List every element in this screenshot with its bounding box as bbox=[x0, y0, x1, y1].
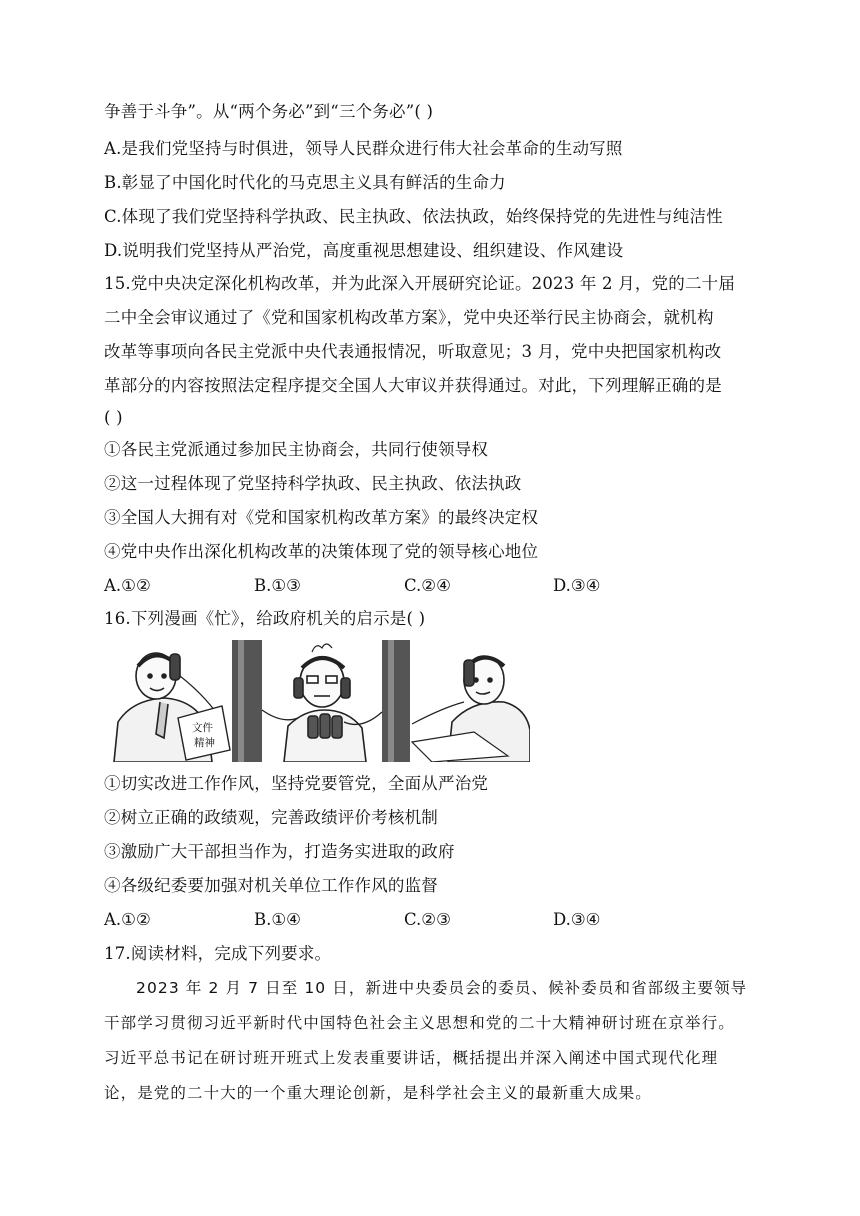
cartoon-right-official bbox=[412, 656, 530, 762]
q15-stem-line-5: ( ) bbox=[104, 408, 123, 427]
cartoon-middle-official bbox=[262, 644, 382, 762]
q15-stem-line-1: 15.党中央决定深化机构改革，并为此深入开展研究论证。2023 年 2 月，党的二十届 bbox=[104, 274, 736, 293]
q15-choice-d: D.③④ bbox=[553, 576, 601, 595]
q14-option-b: B.彰显了中国化时代化的马克思主义具有鲜活的生命力 bbox=[104, 173, 506, 192]
q15-choice-a: A.①② bbox=[104, 576, 151, 595]
q15-item-3: ③全国人大拥有对《党和国家机构改革方案》的最终决定权 bbox=[104, 508, 539, 527]
q17-material-line-2: 干部学习贯彻习近平新时代中国特色社会主义思想和党的二十大精神研讨班在京举行。 bbox=[104, 1014, 735, 1032]
comic-text-jingshen: 精神 bbox=[194, 737, 215, 749]
wall-panel-right bbox=[382, 640, 410, 762]
q16-item-3: ③激励广大干部担当作为，打造务实进取的政府 bbox=[104, 842, 455, 861]
q16-item-1: ①切实改进工作作风，坚持党要管党，全面从严治党 bbox=[104, 774, 489, 793]
q14-option-c: C.体现了我们党坚持科学执政、民主执政、依法执政，始终保持党的先进性与纯洁性 bbox=[104, 207, 723, 226]
q16-stem: 16.下列漫画《忙》，给政府机关的启示是( ) bbox=[104, 609, 426, 628]
wall-panel-left bbox=[232, 640, 262, 762]
comic-text-wenjian: 文件 bbox=[192, 722, 213, 734]
q15-item-1: ①各民主党派通过参加民主协商会，共同行使领导权 bbox=[104, 440, 489, 459]
q15-item-2: ②这一过程体现了党坚持科学执政、民主执政、依法执政 bbox=[104, 474, 522, 493]
q16-choice-c: C.②③ bbox=[404, 910, 451, 929]
q14-stem-tail: 争善于斗争”。从“两个务必”到“三个务必”( ) bbox=[104, 102, 434, 121]
q17-material-line-1: 2023 年 2 月 7 日至 10 日，新进中央委员会的委员、候补委员和省部级主要领导 bbox=[136, 979, 748, 997]
q14-option-d: D.说明我们党坚持从严治党，高度重视思想建设、组织建设、作风建设 bbox=[104, 241, 624, 260]
q16-choice-b: B.①④ bbox=[254, 910, 301, 929]
q15-stem-line-4: 革部分的内容按照法定程序提交全国人大审议并获得通过。对此，下列理解正确的是 bbox=[104, 376, 722, 395]
q16-choice-d: D.③④ bbox=[553, 910, 601, 929]
q17-material-line-4: 论，是党的二十大的一个重大理论创新，是科学社会主义的最新重大成果。 bbox=[104, 1084, 652, 1102]
q17-material-line-3: 习近平总书记在研讨班开班式上发表重要讲话，概括提出并深入阐述中国式现代化理 bbox=[104, 1049, 719, 1067]
q15-item-4: ④党中央作出深化机构改革的决策体现了党的领导核心地位 bbox=[104, 542, 539, 561]
cartoon-busy-image bbox=[112, 638, 530, 762]
q17-stem: 17.阅读材料，完成下列要求。 bbox=[104, 944, 332, 963]
q16-item-2: ②树立正确的政绩观，完善政绩评价考核机制 bbox=[104, 808, 438, 827]
q15-stem-line-3: 改革等事项向各民主党派中央代表通报情况，听取意见；3 月，党中央把国家机构改 bbox=[104, 342, 722, 361]
q16-item-4: ④各级纪委要加强对机关单位工作作风的监督 bbox=[104, 876, 438, 895]
q14-option-a: A.是我们党坚持与时俱进，领导人民群众进行伟大社会革命的生动写照 bbox=[104, 139, 623, 158]
q15-choice-b: B.①③ bbox=[254, 576, 301, 595]
q15-choice-c: C.②④ bbox=[404, 576, 451, 595]
q16-choice-a: A.①② bbox=[104, 910, 151, 929]
q15-stem-line-2: 二中全会审议通过了《党和国家机构改革方案》，党中央还举行民主协商会，就机构 bbox=[104, 308, 714, 327]
